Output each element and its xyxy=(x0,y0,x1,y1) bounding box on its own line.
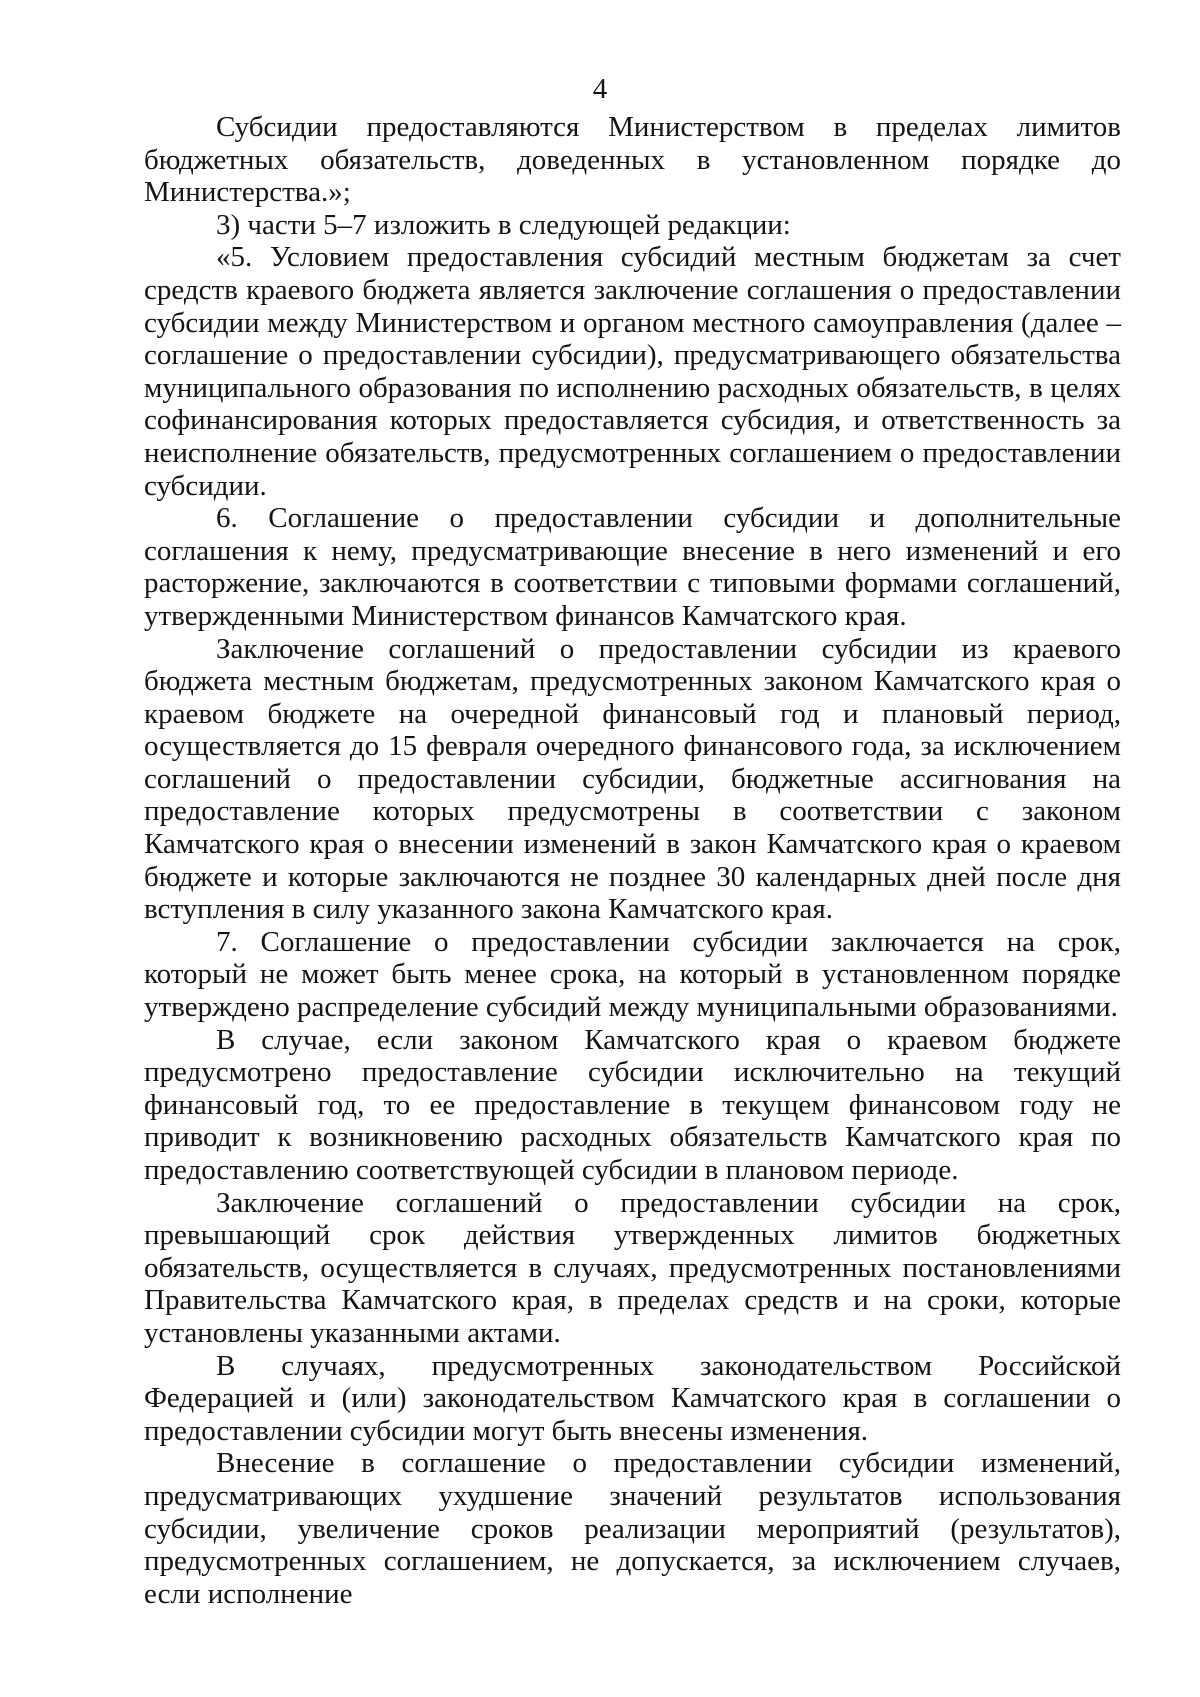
document-body xyxy=(144,111,1121,1610)
paragraph-part-5: «5. Условием предоставления субсидий местным бюджетам за счет средств краевого бюджета является заключение соглашения о предоставлении субсидии между Министерством и органом местного самоуправления (далее – соглашение о предоставлении субсидии), предусматривающего обязательства муниципального образования по исполнению расходных обязательств, в целях софинансирования которых предоставляется субсидия, и ответственность за неисполнение обязательств, предусмотренных соглашением о предоставлении субсидии. xyxy=(144,241,1121,502)
paragraph-changes-allowed: В случаях, предусмотренных законодательством Российской Федерацией и (или) законодательством Камчатского края в соглашении о предоставлении субсидии могут быть внесены изменения. xyxy=(144,1349,1121,1447)
paragraph-agreements-deadline: Заключение соглашений о предоставлении субсидии из краевого бюджета местным бюджетам, предусмотренных законом Камчатского края о краевом бюджете на очередной финансовый год и плановый период, осуществляется до 15 февраля очередного финансового года, за исключением соглашений о предоставлении субсидии, бюджетные ассигнования на предоставление которых предусмотрены в соответствии с законом Камчатского края о внесении изменений в закон Камчатского края о краевом бюджете и которые заключаются не позднее 30 календарных дней после дня вступления в силу указанного закона Камчатского края. xyxy=(144,632,1121,926)
paragraph-changes-restrictions: Внесение в соглашение о предоставлении субсидии изменений, предусматривающих ухудшение значений результатов использования субсидии, увеличение сроков реализации мероприятий (результатов), предусмотренных соглашением, не допускается, за исключением случаев, если исполнение xyxy=(144,1447,1121,1610)
page-number: 4 xyxy=(592,73,608,105)
paragraph-part-7: 7. Соглашение о предоставлении субсидии заключается на срок, который не может быть менее срока, на который в установленном порядке утверждено распределение субсидий между муниципальными образованиями. xyxy=(144,925,1121,1024)
paragraph-parts-5-7-intro: 3) части 5–7 изложить в следующей редакции: xyxy=(216,208,791,241)
paragraph-term-exceeding-limits: Заключение соглашений о предоставлении субсидии на срок, превышающий срок действия утвержденных лимитов бюджетных обязательств, осуществляется в случаях, предусмотренных постановлениями Правительства Камчатского края, в пределах средств и на сроки, которые установлены указанными актами. xyxy=(144,1186,1121,1349)
paragraph-current-year-case: В случае, если законом Камчатского края о краевом бюджете предусмотрено предоставление субсидии исключительно на текущий финансовый год, то ее предоставление в текущем финансовом году не приводит к возникновению расходных обязательств Камчатского края по предоставлению соответствующей субсидии в плановом периоде. xyxy=(144,1023,1121,1186)
paragraph-subsidies-limits: Субсидии предоставляются Министерством в пределах лимитов бюджетных обязательств, доведенных в установленном порядке до Министерства.»; xyxy=(144,111,1121,209)
paragraph-part-6: 6. Соглашение о предоставлении субсидии и дополнительные соглашения к нему, предусматривающие внесение в него изменений и его расторжение, заключаются в соответствии с типовыми формами соглашений, утвержденными Министерством финансов Камчатского края. xyxy=(144,502,1121,632)
